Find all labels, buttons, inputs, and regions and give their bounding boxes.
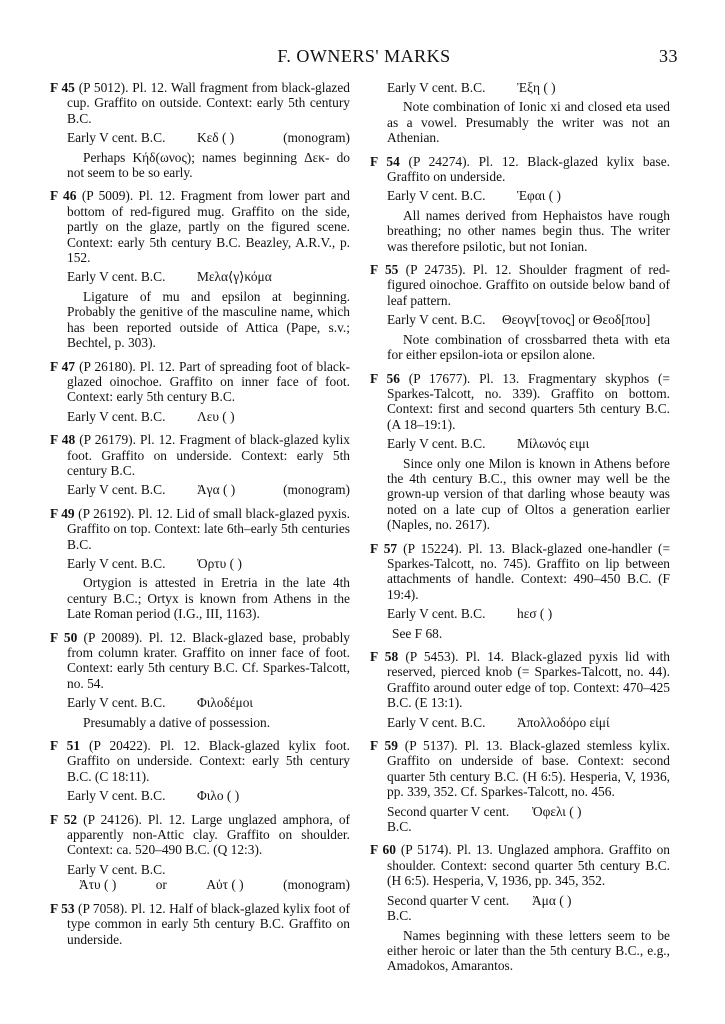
entry-id: F 54 <box>370 153 400 169</box>
entry-f54 <box>370 154 670 254</box>
entry-id: F 53 <box>50 900 75 916</box>
date-label: Early V cent. B.C. <box>67 555 166 571</box>
entry-f47 <box>50 359 350 425</box>
entry-id: F 57 <box>370 540 398 556</box>
entry-id: F 60 <box>370 842 396 858</box>
graffito-text: Αὐτ ( ) <box>206 877 244 893</box>
date-line <box>67 556 350 571</box>
date-label: Early V cent. B.C. <box>387 714 486 730</box>
entry-f49 <box>50 506 350 622</box>
entry-f58 <box>370 649 670 730</box>
entry-id: F 49 <box>50 505 75 521</box>
or-label: or <box>155 877 167 893</box>
entry-f56 <box>370 371 670 533</box>
entry-description: F 60 (P 5174). Pl. 13. Unglazed amphora. Graffito on shoulder. Context: second quarter 5th century B.C. (H 6:5). Hesperia, V, 1936, pp. 345, 352. <box>370 842 671 889</box>
entry-description: F 56 (P 17677). Pl. 13. Fragmentary skyphos (= Sparkes-Talcott, no. 339). Graffito on bottom. Context: first and second quarters 5th century B.C. (A 18–19:1). <box>370 370 670 432</box>
cross-reference: See F 68. <box>392 625 443 641</box>
entry-f48 <box>50 432 350 498</box>
graffito-text: Ὀφελι ( ) <box>532 803 582 819</box>
entry-id: F 47 <box>50 358 76 374</box>
entry-f57 <box>370 541 670 641</box>
monogram-label: (monogram) <box>283 482 350 498</box>
entry-f51 <box>50 738 350 804</box>
date-line <box>67 269 350 284</box>
entry-description: F 59 (P 5137). Pl. 13. Black-glazed stemless kylix. Graffito on underside of base. Context: second quarter 5th century B.C. (H 6:5). Hesperia, V, 1936, pp. 339, 352. Cf. Sparkes-Talcott, no. 456. <box>370 738 670 800</box>
date-line <box>387 715 670 730</box>
date-line <box>387 80 670 95</box>
entry-id: F 58 <box>370 649 399 664</box>
graffito-text: Ἀπολλοδόρο εἰμί <box>517 714 610 730</box>
date-line <box>387 436 670 451</box>
entry-description: F 53 (P 7058). Pl. 12. Half of black-glazed kylix foot of type common in early 5th century B.C. Graffito on underside. <box>50 900 351 947</box>
date-label: Early V cent. B.C. <box>67 482 166 498</box>
date-line <box>387 188 670 203</box>
right-column <box>370 80 670 982</box>
entry-description: F 46 (P 5009). Pl. 12. Fragment from lower part and bottom of red-figured mug. Graffito on the side, partly on the glaze, partly on the figured scene. Context: early 5th century B.C. Beazley, A.R.V., p. 152. <box>50 188 351 266</box>
date-label: Second quarter V cent. B.C. <box>387 803 510 835</box>
entry-f45 <box>50 80 350 180</box>
monogram-label: (monogram) <box>283 877 350 893</box>
graffito-text: Λευ ( ) <box>197 408 235 424</box>
entry-description: F 52 (P 24126). Pl. 12. Large unglazed amphora, of apparently non-Attic clay. Graffito on shoulder. Context: ca. 520–490 B.C. (Q 12:3). <box>50 811 350 858</box>
entry-note: Perhaps Κήδ(ωνος); names beginning Δεκ- do not seem to be so early. <box>67 149 350 181</box>
entry-note: Ortygion is attested in Eretria in the late 4th century B.C.; Ortyx is known from Athens in the Late Roman period (I.G., III, 1163). <box>67 575 350 622</box>
graffito-alternatives <box>79 877 350 892</box>
page-title: F. OWNERS' MARKS <box>277 46 451 66</box>
entry-f52 <box>50 812 350 893</box>
entry-f53-continued <box>370 80 670 146</box>
date-line <box>387 606 670 621</box>
entry-note: Presumably a dative of possession. <box>83 714 271 730</box>
graffito-text: Ἀτυ ( ) <box>79 877 117 893</box>
graffito-text: Ἐξη ( ) <box>517 80 556 95</box>
graffito-text: Φιλο ( ) <box>197 788 240 804</box>
entry-f50 <box>50 630 350 730</box>
entry-description: F 58 (P 5453). Pl. 14. Black-glazed pyxis lid with reserved, pierced knob (= Sparkes-Talcott, no. 44). Graffito around outer edge of top. Context: 470–425 B.C. (E 13:1). <box>370 649 671 711</box>
date-line <box>387 804 670 835</box>
graffito-text: Μίλωνός ειμι <box>517 436 590 452</box>
left-column <box>50 80 350 955</box>
entry-description: F 47 (P 26180). Pl. 12. Part of spreading foot of black-glazed oinochoe. Graffito on inner face of foot. Context: early 5th century B.C. <box>50 358 350 405</box>
date-label: Early V cent. B.C. <box>67 861 166 877</box>
graffito-text: Θεογν[τονος] or Θεοδ[που] <box>502 312 651 328</box>
page-number: 33 <box>659 46 678 66</box>
date-label: Early V cent. B.C. <box>387 80 486 95</box>
date-label: Early V cent. B.C. <box>67 788 166 804</box>
date-label: Early V cent. B.C. <box>387 312 486 328</box>
date-line <box>387 312 670 327</box>
graffito-text: Φιλοδέμοι <box>197 695 253 711</box>
date-line <box>67 482 350 497</box>
date-label: Second quarter V cent. B.C. <box>387 892 510 924</box>
entry-f59 <box>370 738 670 834</box>
date-line <box>67 409 350 424</box>
entry-description: F 45 (P 5012). Pl. 12. Wall fragment from black-glazed cup. Graffito on outside. Context: early 5th century B.C. <box>50 80 350 126</box>
date-line <box>67 130 350 145</box>
entry-id: F 52 <box>50 811 78 827</box>
entry-note: Note combination of Ionic xi and closed eta used as a vowel. Presumably the writer was not an Athenian. <box>387 99 670 146</box>
entry-note: Names beginning with these letters seem to be either heroic or later than the 5th century B.C., e.g., Amadokos, Amarantos. <box>387 927 670 974</box>
entry-id: F 45 <box>50 80 75 95</box>
graffito-text: Ἀγα ( ) <box>197 482 236 498</box>
entry-note: Note combination of crossbarred theta with eta for either epsilon-iota or epsilon alone. <box>387 331 670 363</box>
date-label: Early V cent. B.C. <box>67 408 166 424</box>
entry-f46 <box>50 188 350 350</box>
entry-id: F 55 <box>370 262 399 278</box>
date-label: Early V cent. B.C. <box>67 269 166 285</box>
entry-description: F 57 (P 15224). Pl. 13. Black-glazed one-handler (= Sparkes-Talcott, no. 745). Graffito on lip between attachments of handle. Context: 490–450 B.C. (F 19:4). <box>370 540 670 602</box>
monogram-label: (monogram) <box>283 130 350 146</box>
date-label: Early V cent. B.C. <box>387 606 486 622</box>
entry-f55 <box>370 262 670 362</box>
entry-description: F 51 (P 20422). Pl. 12. Black-glazed kylix foot. Graffito on underside. Context: early 5th century B.C. (C 18:11). <box>50 738 350 784</box>
entry-id: F 51 <box>50 738 81 754</box>
entry-id: F 48 <box>50 432 76 448</box>
date-line <box>67 695 350 710</box>
entry-note: Ligature of mu and epsilon at beginning. Probably the genitive of the masculine name, which has been reported outside of Attica (Pape, s.v.; Bechtel, p. 303). <box>67 288 350 351</box>
date-label: Early V cent. B.C. <box>387 188 486 204</box>
page-header <box>50 46 678 68</box>
graffito-text: Ἀμα ( ) <box>532 892 572 908</box>
entry-description: F 49 (P 26192). Pl. 12. Lid of small black-glazed pyxis. Graffito on top. Context: late 6th–early 5th centuries B.C. <box>50 505 350 552</box>
graffito-text: Κεδ ( ) <box>197 130 235 146</box>
entry-id: F 56 <box>370 370 400 386</box>
date-line <box>67 788 350 803</box>
entry-note: Since only one Milon is known in Athens before the 4th century B.C., this owner may well be the grown-up version of that darling whose beauty was noted on a late cup of Oltos a generation earlier (Naples, no. 2617). <box>387 455 670 533</box>
graffito-text: Ἑφαι ( ) <box>517 188 561 204</box>
date-label: Early V cent. B.C. <box>67 695 166 711</box>
graffito-text: Μελα⟨γ⟩κόμα <box>197 269 272 285</box>
entry-id: F 46 <box>50 188 77 204</box>
entry-f53 <box>50 901 350 947</box>
entry-id: F 59 <box>370 738 398 754</box>
entry-description: F 54 (P 24274). Pl. 12. Black-glazed kylix base. Graffito on underside. <box>370 153 670 185</box>
date-line <box>387 893 670 924</box>
date-line <box>67 862 350 877</box>
date-label: Early V cent. B.C. <box>387 436 486 452</box>
entry-id: F 50 <box>50 629 78 645</box>
graffito-text: hεσ ( ) <box>517 606 553 622</box>
graffito-text: Ὀρτυ ( ) <box>197 555 242 571</box>
entry-f60 <box>370 842 670 973</box>
entry-description: F 50 (P 20089). Pl. 12. Black-glazed base, probably from column krater. Graffito on inner face of foot. Context: early 5th century B.C. Cf. Sparkes-Talcott, no. 54. <box>50 629 350 691</box>
date-label: Early V cent. B.C. <box>67 130 166 146</box>
entry-description: F 48 (P 26179). Pl. 12. Fragment of black-glazed kylix foot. Graffito on underside. Context: early 5th century B.C. <box>50 432 351 478</box>
entry-note: All names derived from Hephaistos have rough breathing; no other names begin thus. The writer was therefore psilotic, but not Ionian. <box>387 207 670 254</box>
entry-description: F 55 (P 24735). Pl. 12. Shoulder fragment of red-figured oinochoe. Graffito on outside below band of leaf pattern. <box>370 262 670 308</box>
